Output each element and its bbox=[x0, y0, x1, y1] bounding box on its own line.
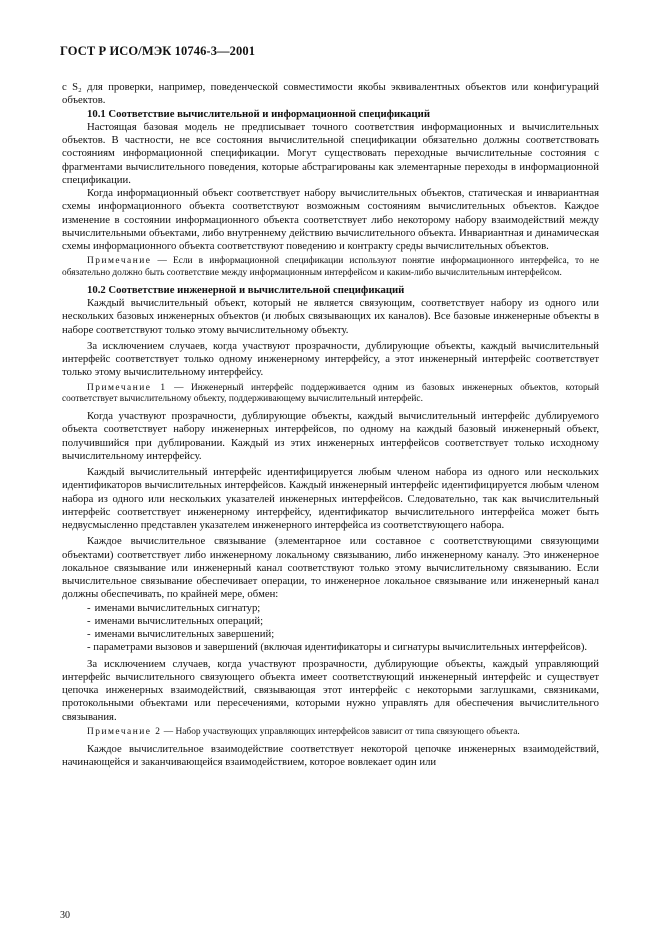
note-2 bbox=[62, 727, 599, 739]
paragraph: Каждый вычислительный интерфейс идентифицируется любым членом набора из одного или нескольких идентификаторов вычислительных интерфейсов. Каждый инженерный интерфейс идентифицируется любым членом набора из одного или нескольких указателей инженерных интерфейсов. Следовательно, так как вычислительный интерфейс соответствует инженерному интерфейсу, идентификатор вычислительного интерфейса может быть недвусмысленно представлен указателем инженерного интерфейса из соответствующего набора. bbox=[62, 466, 599, 532]
paragraph: Каждый вычислительный объект, который не является связующим, соответствует набору из одного или нескольких базовых инженерных объектов (и любых связывающих их каналов). Все базовые инженерные объекты в наборе соответствуют только этому вычислительному объекту. bbox=[62, 297, 599, 336]
note-label: Примечание 2 bbox=[87, 726, 162, 737]
section-10-2-heading: 10.2 Соответствие инженерной и вычислительной спецификаций bbox=[87, 283, 405, 296]
page-content bbox=[62, 81, 599, 769]
paragraph: Когда информационный объект соответствует набору вычислительных объектов, статическая и инвариантная схемы информационного объекта соответствуют возможным состояниям вычислительных объектов. Каждое изменение в состоянии информационного объекта соответствует либо некоторому набору взаимодействий между вычислительными объектами, либо внутреннему действию вычислительного объекта. Инвариантная и динамическая схемы информационного объекта соответствуют поведению и контракту среды вычислительных объектов. bbox=[62, 187, 599, 252]
intro-paragraph: с S₂ для проверки, например, поведенческой совместимости якобы эквивалентных объектов или конфигураций объектов. bbox=[62, 81, 599, 107]
section-10-1-heading: 10.1 Соответствие вычислительной и информационной спецификаций bbox=[87, 107, 430, 120]
paragraph: Когда участвуют прозрачности, дублирующие объекты, каждый вычислительный интерфейс дублируемого объекта соответствует набору инженерных интерфейсов, по одному на каждый базовый инженерный объект, получившийся при дублировании. Каждый из этих инженерных интерфейсов соответствует только исходному вычислительному интерфейсу. bbox=[62, 410, 599, 462]
note-text: — Набор участвующих управляющих интерфейсов зависит от типа связующего объекта. bbox=[161, 726, 520, 737]
note-1 bbox=[62, 383, 599, 407]
paragraph: За исключением случаев, когда участвуют прозрачности, дублирующие объекты, каждый вычислительный интерфейс соответствует только одному инженерному интерфейсу, а этот инженерный интерфейс соответствует только этому вычислительному интерфейсу. bbox=[62, 339, 599, 379]
paragraph: Настоящая базовая модель не предписывает точного соответствия информационных и вычислительных объектов. В частности, не все состояния вычислительной спецификации обязательно должны соответствовать состояниям информационной спецификации. Могут существовать переходные вычислительные состояния с фрагментами вычислительного поведения, которые абстрагированы как элементарные переходы в информационной спецификации. bbox=[62, 120, 599, 186]
list-item: - именами вычислительных сигнатур; bbox=[87, 601, 261, 614]
page-header: ГОСТ Р ИСО/МЭК 10746-3—2001 bbox=[60, 44, 256, 58]
note-label: Примечание 1 bbox=[87, 382, 167, 393]
page-number: 30 bbox=[60, 910, 70, 921]
list-item: - параметрами вызовов и завершений (включая идентификаторы и сигнатуры вычислительных интерфейсов). bbox=[87, 641, 588, 654]
list-item: - именами вычислительных операций; bbox=[87, 614, 264, 627]
note-label: Примечание bbox=[87, 256, 152, 267]
list-item: - именами вычислительных завершений; bbox=[87, 628, 275, 641]
note-text: — Если в информационной спецификации используют понятие информационного интерфейса, то не обязательно должно быть соответствие между информационным интерфейсом и каким-либо вычислительным интерфейсом. bbox=[62, 256, 599, 279]
paragraph: Каждое вычислительное связывание (элементарное или составное с соответствующими связующими объектами) соответствует либо инженерному локальному связыванию, либо инженерному каналу. Это инженерное локальное связывание или инженерный канал соответствуют только этому вычислительному связыванию. Если вычислительное связывание обеспечивает операции, то инженерное локальное связывание или инженерный канал должны обеспечивать, по крайней мере, обмен: bbox=[62, 535, 599, 601]
paragraph: Каждое вычислительное взаимодействие соответствует некоторой цепочке инженерных взаимодействий, начинающейся и заканчивающейся взаимодействием, которое вовлекает один или bbox=[62, 742, 599, 768]
paragraph: За исключением случаев, когда участвуют прозрачности, дублирующие объекты, каждый управляющий интерфейс вычислительного связующего объекта имеет соответствующий инженерный интерфейс и существует цепочка инженерных взаимодействий, связывающая этот интерфейс с некоторыми заглушками, связниками, протокольными объектами или пересечениями, которыми нужно управлять для обеспечения вычислительного связывания. bbox=[62, 657, 599, 723]
note-text: — Инженерный интерфейс поддерживается одним из базовых инженерных объектов, который соответствует вычислительному объекту, поддерживающему вычислительный интерфейс. bbox=[62, 382, 599, 405]
note bbox=[62, 256, 599, 280]
